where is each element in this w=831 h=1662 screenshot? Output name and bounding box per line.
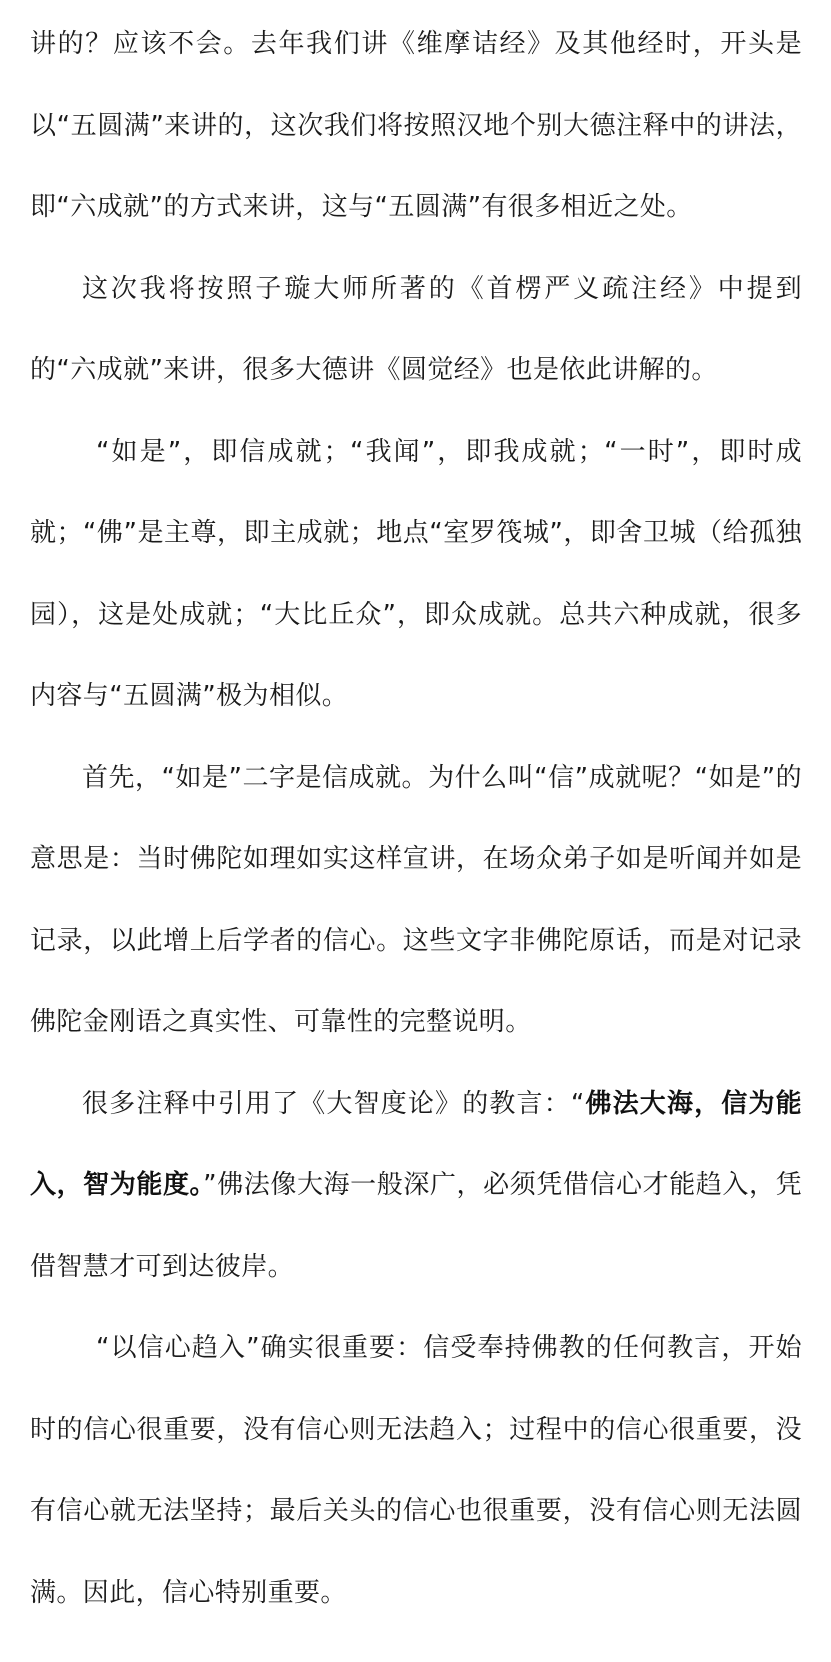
paragraph-4: 首先，“如是”二字是信成就。为什么叫“信”成就呢？“如是”的意思是：当时佛陀如理如实这样宣讲，在场众弟子如是听闻并如是记录，以此增上后学者的信心。这些文字非佛陀原话，而是对记录佛陀金刚语之真实性、可靠性的完整说明。 (30, 762, 802, 1037)
paragraph-5 (30, 1064, 802, 1309)
paragraph-1: 讲的？应该不会。去年我们讲《维摩诘经》及其他经时，开头是以“五圆满”来讲的，这次我们将按照汉地个别大德注释中的讲法，即“六成就”的方式来讲，这与“五圆满”有很多相近之处。 (30, 29, 802, 222)
document-body (30, 4, 802, 1634)
paragraph-2: 这次我将按照子璇大师所著的《首楞严义疏注经》中提到的“六成就”来讲，很多大德讲《圆觉经》也是依此讲解的。 (30, 273, 802, 385)
paragraph-6: “以信心趋入”确实很重要：信受奉持佛教的任何教言，开始时的信心很重要，没有信心则无法趋入；过程中的信心很重要，没有信心就无法坚持；最后关头的信心也很重要，没有信心则无法圆满。因此，信心特别重要。 (30, 1333, 802, 1608)
paragraph-5-explanation: ”佛法像大海一般深广，必须凭借信心才能趋入，凭借智慧才可到达彼岸。 (30, 1170, 802, 1282)
paragraph-5-intro: 很多注释中引用了《大智度论》的教言：“ (82, 1088, 585, 1119)
paragraph-3: “如是”，即信成就；“我闻”，即我成就；“一时”，即时成就；“佛”是主尊，即主成就；地点“室罗筏城”，即舍卫城（给孤独园），这是处成就；“大比丘众”，即众成就。总共六种成就，很多内容与“五圆满”极为相似。 (30, 436, 802, 711)
quote-bold: 佛法大海，信为能入，智为能度。 (30, 1088, 803, 1200)
